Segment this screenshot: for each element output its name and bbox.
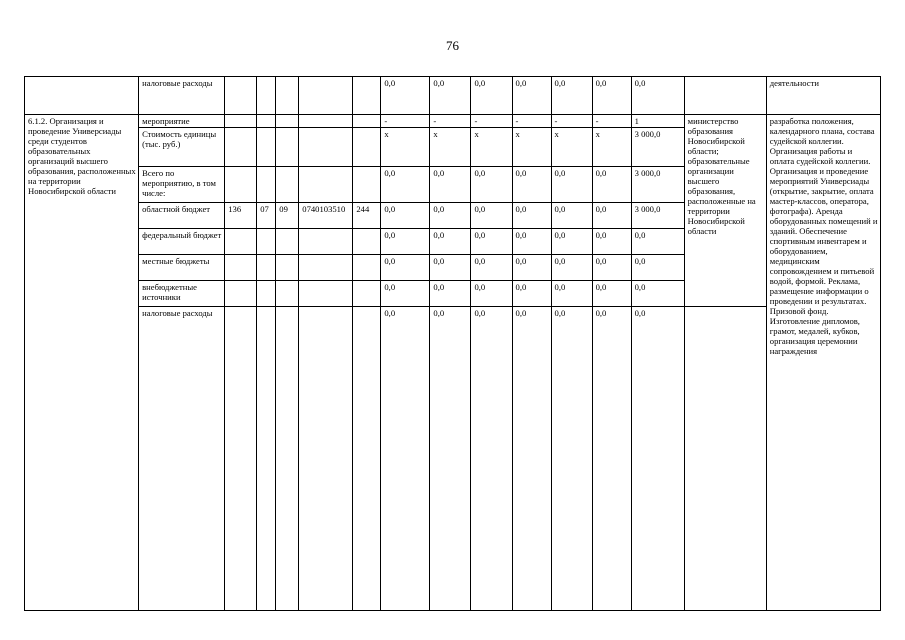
value-cell: 3 000,0 — [631, 167, 684, 203]
value-cell: х — [430, 128, 471, 167]
vr-cell — [353, 115, 381, 128]
grbs-cell — [225, 167, 257, 203]
grbs-cell — [225, 128, 257, 167]
executor-cell — [684, 77, 766, 115]
vr-cell — [353, 307, 381, 611]
vr-cell — [353, 128, 381, 167]
value-cell: 0,0 — [551, 203, 592, 229]
value-cell: 0,0 — [471, 229, 512, 255]
value-cell: 0,0 — [381, 77, 430, 115]
csr-cell — [299, 255, 353, 281]
rz-code: 07 — [257, 203, 276, 229]
indicator-label: федеральный бюджет — [139, 229, 225, 255]
pr-cell — [276, 167, 299, 203]
value-cell: 0,0 — [471, 307, 512, 611]
value-cell: 0,0 — [430, 255, 471, 281]
rz-cell — [257, 115, 276, 128]
value-cell: - — [430, 115, 471, 128]
grbs-code: 136 — [225, 203, 257, 229]
value-cell: х — [471, 128, 512, 167]
value-cell: 0,0 — [381, 307, 430, 611]
rz-cell — [257, 307, 276, 611]
pr-cell — [276, 115, 299, 128]
rz-cell — [257, 77, 276, 115]
value-cell: х — [551, 128, 592, 167]
value-cell: х — [592, 128, 631, 167]
indicator-label: местные бюджеты — [139, 255, 225, 281]
pr-cell — [276, 307, 299, 611]
value-cell: 0,0 — [551, 307, 592, 611]
vr-cell — [353, 281, 381, 307]
value-cell: 0,0 — [512, 307, 551, 611]
value-cell: - — [551, 115, 592, 128]
csr-code: 0740103510 — [299, 203, 353, 229]
csr-cell — [299, 229, 353, 255]
value-cell: 0,0 — [512, 77, 551, 115]
measure-name: 6.1.2. Организация и проведение Универсиады среди студентов образовательных организаций высшего образования, расположенных на территории Новосибирской области — [25, 115, 139, 611]
indicator-label: областной бюджет — [139, 203, 225, 229]
indicator-label: Всего по мероприятию, в том числе: — [139, 167, 225, 203]
value-cell: 0,0 — [512, 229, 551, 255]
table-row — [25, 77, 881, 115]
value-cell: 0,0 — [381, 167, 430, 203]
grbs-cell — [225, 281, 257, 307]
value-cell: 0,0 — [381, 229, 430, 255]
value-cell: 0,0 — [551, 229, 592, 255]
vr-cell — [353, 229, 381, 255]
rz-cell — [257, 167, 276, 203]
value-cell: 0,0 — [430, 203, 471, 229]
value-cell: - — [512, 115, 551, 128]
value-cell: 0,0 — [512, 281, 551, 307]
pr-cell — [276, 255, 299, 281]
value-cell: 0,0 — [551, 77, 592, 115]
rz-cell — [257, 128, 276, 167]
rz-cell — [257, 229, 276, 255]
value-cell: 0,0 — [592, 203, 631, 229]
value-cell: 0,0 — [631, 255, 684, 281]
value-cell: 1 — [631, 115, 684, 128]
value-cell: 0,0 — [512, 255, 551, 281]
grbs-cell — [225, 307, 257, 611]
executor-cell — [684, 307, 766, 611]
indicator-label: Стоимость единицы (тыс. руб.) — [139, 128, 225, 167]
rz-cell — [257, 255, 276, 281]
indicator-label: внебюджетные источники — [139, 281, 225, 307]
value-cell: 0,0 — [551, 167, 592, 203]
table-row — [25, 307, 881, 611]
value-cell: 0,0 — [430, 167, 471, 203]
value-cell: 0,0 — [551, 255, 592, 281]
value-cell: 0,0 — [512, 167, 551, 203]
value-cell: 0,0 — [592, 307, 631, 611]
pr-code: 09 — [276, 203, 299, 229]
table-row — [25, 115, 881, 128]
value-cell: 0,0 — [471, 167, 512, 203]
value-cell: х — [381, 128, 430, 167]
value-cell: 0,0 — [381, 255, 430, 281]
pr-cell — [276, 128, 299, 167]
vr-code: 244 — [353, 203, 381, 229]
value-cell: 0,0 — [592, 167, 631, 203]
value-cell: 3 000,0 — [631, 128, 684, 167]
csr-cell — [299, 307, 353, 611]
value-cell: 0,0 — [381, 203, 430, 229]
result-cell: деятельности — [766, 77, 880, 115]
indicator-label: налоговые расходы — [139, 77, 225, 115]
value-cell: - — [471, 115, 512, 128]
value-cell: 0,0 — [430, 229, 471, 255]
executor-text: министерство образования Новосибирской области; образовательные организации высшего образования, расположенные на территории Новосибирской области — [684, 115, 766, 307]
value-cell: 0,0 — [592, 77, 631, 115]
pr-cell — [276, 229, 299, 255]
value-cell: 0,0 — [592, 281, 631, 307]
pr-cell — [276, 77, 299, 115]
value-cell: 0,0 — [430, 77, 471, 115]
page-number: 76 — [446, 38, 459, 53]
value-cell: 0,0 — [471, 77, 512, 115]
value-cell: 0,0 — [430, 281, 471, 307]
indicator-label: налоговые расходы — [139, 307, 225, 611]
budget-table — [24, 76, 881, 611]
value-cell: 0,0 — [551, 281, 592, 307]
value-cell: 0,0 — [430, 307, 471, 611]
value-cell: - — [381, 115, 430, 128]
result-text: разработка положения, календарного плана, состава судейской коллегии. Организация работы и оплата судейской коллегии. Организация и проведение мероприятий Универсиады (открытие, закрытие, оплата мастер-классов, оператора, фотографа). Аренда оборудованных помещений и зданий. Обеспечение спортивным инвентарем и оборудованием, медицинским сопровождением и питьевой водой, формой. Реклама, размещение информации о проведении и результатах. Призовой фонд. Изготовление дипломов, грамот, медалей, кубков, организация церемонии награждения — [766, 115, 880, 611]
value-cell: 0,0 — [631, 281, 684, 307]
value-cell: 0,0 — [471, 203, 512, 229]
rz-cell — [257, 281, 276, 307]
vr-cell — [353, 167, 381, 203]
csr-cell — [299, 281, 353, 307]
value-cell: 3 000,0 — [631, 203, 684, 229]
grbs-cell — [225, 115, 257, 128]
indicator-label: мероприятие — [139, 115, 225, 128]
value-cell: 0,0 — [592, 229, 631, 255]
value-cell: 0,0 — [631, 77, 684, 115]
value-cell: 0,0 — [471, 255, 512, 281]
vr-cell — [353, 255, 381, 281]
vr-cell — [353, 77, 381, 115]
csr-cell — [299, 115, 353, 128]
value-cell: 0,0 — [592, 255, 631, 281]
grbs-cell — [225, 77, 257, 115]
csr-cell — [299, 77, 353, 115]
grbs-cell — [225, 229, 257, 255]
value-cell: - — [592, 115, 631, 128]
pr-cell — [276, 281, 299, 307]
csr-cell — [299, 167, 353, 203]
value-cell: х — [512, 128, 551, 167]
value-cell: 0,0 — [631, 229, 684, 255]
value-cell: 0,0 — [512, 203, 551, 229]
grbs-cell — [225, 255, 257, 281]
csr-cell — [299, 128, 353, 167]
value-cell: 0,0 — [471, 281, 512, 307]
value-cell: 0,0 — [631, 307, 684, 611]
measure-name-cell — [25, 77, 139, 115]
value-cell: 0,0 — [381, 281, 430, 307]
